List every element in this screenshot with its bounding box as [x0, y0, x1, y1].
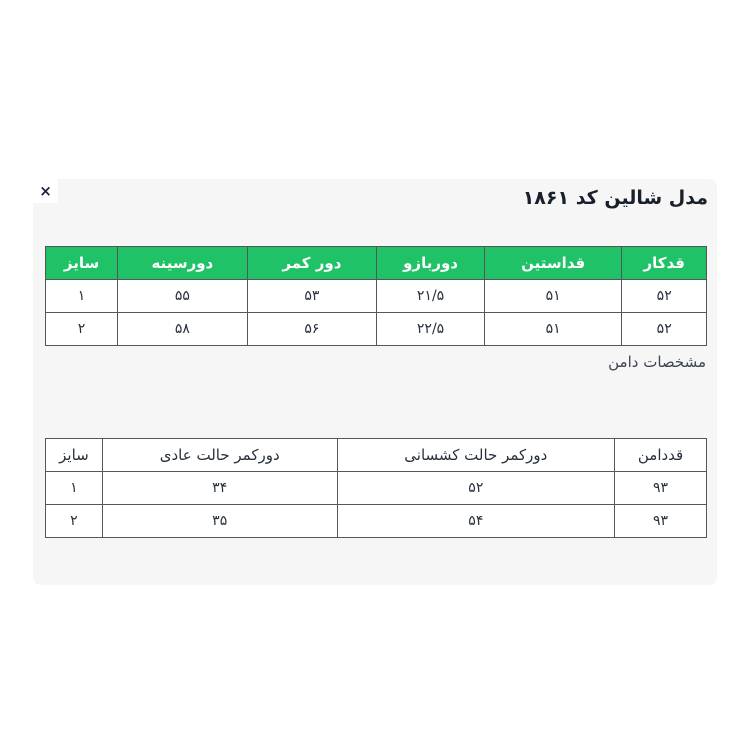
column-header: قددامن	[615, 439, 707, 472]
table-cell: ۵۵	[118, 280, 248, 313]
close-icon: ×	[39, 181, 52, 200]
skirt-size-table	[45, 438, 707, 538]
table-row	[46, 505, 707, 538]
header-row	[46, 439, 707, 472]
table-row	[46, 313, 707, 346]
column-header: دورسینه	[118, 247, 248, 280]
table-row	[46, 472, 707, 505]
table-cell: ۵۱	[484, 280, 621, 313]
table-row	[46, 280, 707, 313]
header-row	[46, 247, 707, 280]
close-button[interactable]	[33, 179, 58, 203]
table-cell: ۲	[46, 505, 103, 538]
table-cell: ۲۲/۵	[377, 313, 485, 346]
table-cell: ۲	[46, 313, 118, 346]
table-cell: ۱	[46, 280, 118, 313]
column-header: دورکمر حالت کشسانی	[337, 439, 615, 472]
table-cell: ۵۸	[118, 313, 248, 346]
column-header: دور کمر	[247, 247, 377, 280]
table-cell: ۹۳	[615, 472, 707, 505]
column-header: سایز	[46, 247, 118, 280]
table-cell: ۵۲	[622, 280, 707, 313]
dialog-title: مدل شالین کد ۱۸۶۱	[522, 187, 708, 209]
table-cell: ۵۳	[247, 280, 377, 313]
table-cell: ۵۶	[247, 313, 377, 346]
column-header: دورکمر حالت عادی	[102, 439, 337, 472]
column-header: سایز	[46, 439, 103, 472]
table-cell: ۵۲	[622, 313, 707, 346]
table-cell: ۵۴	[337, 505, 615, 538]
table-cell: ۱	[46, 472, 103, 505]
table-cell: ۳۵	[102, 505, 337, 538]
column-header: قداستین	[484, 247, 621, 280]
skirt-specs-heading: مشخصات دامن	[608, 353, 706, 371]
table-cell: ۲۱/۵	[377, 280, 485, 313]
garment-size-table	[45, 246, 707, 346]
size-chart-dialog	[33, 179, 717, 585]
column-header: دوربازو	[377, 247, 485, 280]
table-cell: ۵۲	[337, 472, 615, 505]
column-header: قدکار	[622, 247, 707, 280]
table-cell: ۵۱	[484, 313, 621, 346]
table-cell: ۹۳	[615, 505, 707, 538]
table-cell: ۳۴	[102, 472, 337, 505]
